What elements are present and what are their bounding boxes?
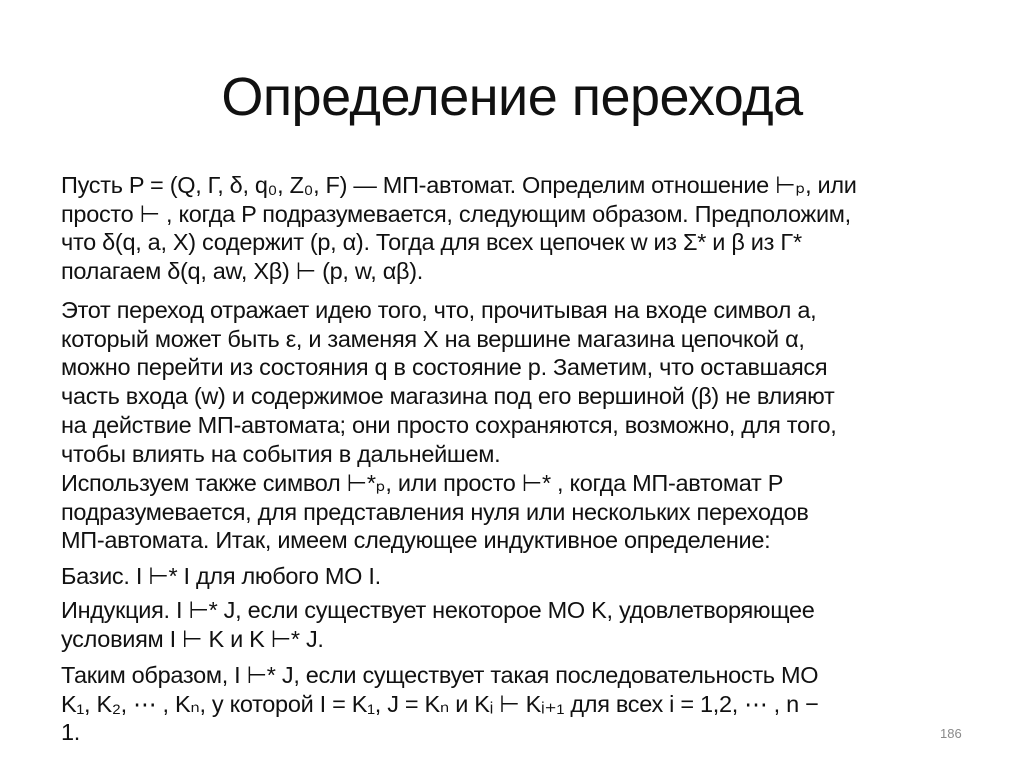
text-line: Этот переход отражает идею того, что, прочитывая на входе символ a, — [61, 297, 817, 323]
paragraph-explanation — [61, 296, 981, 468]
text-line: на действие МП-автомата; они просто сохраняются, возможно, для того, — [61, 411, 837, 438]
page-number: 186 — [940, 726, 962, 741]
text-line: часть входа (w) и содержимое магазина под его вершиной (β) не влияют — [61, 383, 835, 410]
text-line: условиям I ⊢ K и K ⊢* J. — [61, 625, 324, 652]
paragraph-basis — [61, 562, 981, 591]
text-line: просто ⊢ , когда P подразумевается, следующим образом. Предположим, — [61, 200, 851, 227]
text-line: можно перейти из состояния q в состояние p. Заметим, что оставшаяся — [61, 354, 828, 381]
paragraph-closure-symbol — [61, 469, 981, 555]
slide-title: Определение перехода — [221, 67, 803, 127]
text-line: Используем также символ ⊢*ₚ, или просто ⊢* , когда МП-автомат P — [61, 470, 784, 496]
text-line: подразумевается, для представления нуля или нескольких переходов — [61, 498, 809, 525]
text-line: полагаем δ(q, aw, Xβ) ⊢ (p, w, αβ). — [61, 258, 423, 285]
text-line: Индукция. I ⊢* J, если существует некоторое МО K, удовлетворяющее — [61, 597, 815, 623]
text-line: 1. — [61, 719, 80, 746]
text-line: чтобы влиять на события в дальнейшем. — [61, 440, 501, 467]
text-line: Пусть P = (Q, Г, δ, q₀, Z₀, F) — МП-автомат. Определим отношение ⊢ₚ, или — [61, 172, 857, 198]
paragraph-induction — [61, 596, 981, 653]
text-line: что δ(q, a, X) содержит (p, α). Тогда для всех цепочек w из Σ* и β из Γ* — [61, 229, 802, 256]
text-line: который может быть ε, и заменяя X на вершине магазина цепочкой α, — [61, 325, 805, 352]
text-line: МП-автомата. Итак, имеем следующее индуктивное определение: — [61, 527, 771, 554]
text-line: Базис. I ⊢* I для любого МО I. — [61, 563, 381, 589]
text-line: K₁, K₂, ⋯ , Kₙ, у которой I = K₁, J = Kₙ и Kᵢ ⊢ Kᵢ₊₁ для всех i = 1,2, ⋯ , n − — [61, 690, 819, 717]
text-line: Таким образом, I ⊢* J, если существует такая последовательность МО — [61, 662, 819, 688]
paragraph-conclusion — [61, 661, 981, 747]
paragraph-definition — [61, 171, 981, 286]
